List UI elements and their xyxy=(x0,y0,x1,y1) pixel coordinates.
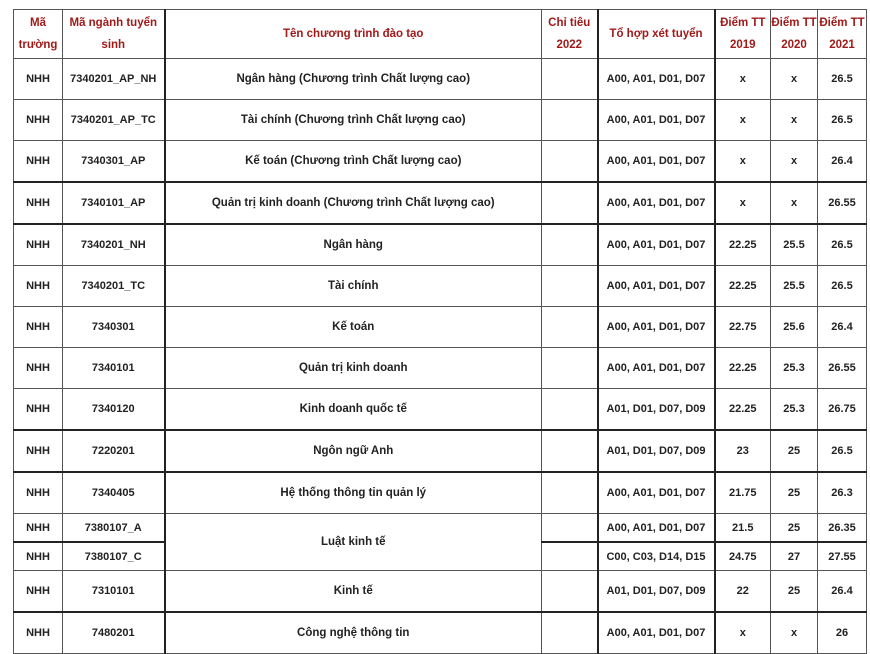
cell-ma-truong: NHH xyxy=(14,182,63,224)
cell-diem-2021: 26.5 xyxy=(818,100,867,141)
table-row xyxy=(14,612,867,654)
cell-to-hop: C00, C03, D14, D15 xyxy=(598,542,715,571)
header-row xyxy=(14,10,867,59)
cell-chi-tieu xyxy=(542,571,598,613)
cell-to-hop: A00, A01, D01, D07 xyxy=(598,472,715,514)
cell-diem-2020: 25 xyxy=(771,472,818,514)
cell-diem-2020: 25.6 xyxy=(771,307,818,348)
table-row xyxy=(14,307,867,348)
cell-ma-truong: NHH xyxy=(14,307,63,348)
cell-diem-2021: 26.3 xyxy=(818,472,867,514)
cell-diem-2019: 23 xyxy=(715,430,771,472)
cell-diem-2019: 22 xyxy=(715,571,771,613)
cell-diem-2021: 26.4 xyxy=(818,141,867,183)
cell-chi-tieu xyxy=(542,348,598,389)
cell-ma-truong: NHH xyxy=(14,59,63,100)
cell-diem-2020: 25.5 xyxy=(771,266,818,307)
cell-diem-2019: 22.25 xyxy=(715,389,771,431)
cell-ma-nganh: 7340405 xyxy=(63,472,165,514)
cell-chi-tieu xyxy=(542,472,598,514)
cell-ma-truong: NHH xyxy=(14,389,63,431)
cell-chi-tieu xyxy=(542,307,598,348)
cell-diem-2019: 22.75 xyxy=(715,307,771,348)
cell-diem-2021: 26.4 xyxy=(818,571,867,613)
cell-ma-nganh: 7380107_C xyxy=(63,542,165,571)
table-row xyxy=(14,571,867,613)
table-row xyxy=(14,59,867,100)
cell-ma-truong: NHH xyxy=(14,612,63,654)
cell-ten-chuong-trinh: Kinh tế xyxy=(165,571,542,613)
cell-ten-chuong-trinh: Kế toán (Chương trình Chất lượng cao) xyxy=(165,141,542,183)
cell-ten-chuong-trinh: Ngân hàng (Chương trình Chất lượng cao) xyxy=(165,59,542,100)
cell-diem-2020: x xyxy=(771,612,818,654)
cell-diem-2021: 26.55 xyxy=(818,182,867,224)
cell-ma-nganh: 7480201 xyxy=(63,612,165,654)
header-ma-truong: Mã trường xyxy=(14,10,63,59)
cell-diem-2019: 22.25 xyxy=(715,224,771,266)
cell-diem-2021: 26.5 xyxy=(818,224,867,266)
cell-diem-2019: x xyxy=(715,100,771,141)
table-row xyxy=(14,182,867,224)
cell-ma-truong: NHH xyxy=(14,542,63,571)
header-ten-chuong-trinh: Tên chương trình đào tạo xyxy=(165,10,542,59)
cell-diem-2021: 26.35 xyxy=(818,514,867,543)
cell-diem-2019: x xyxy=(715,182,771,224)
cell-ma-nganh: 7340201_AP_TC xyxy=(63,100,165,141)
cell-diem-2020: 25 xyxy=(771,430,818,472)
cell-ten-chuong-trinh: Kinh doanh quốc tế xyxy=(165,389,542,431)
cell-ten-chuong-trinh: Công nghệ thông tin xyxy=(165,612,542,654)
cell-ma-truong: NHH xyxy=(14,266,63,307)
header-to-hop: Tổ hợp xét tuyển xyxy=(598,10,715,59)
cell-ma-truong: NHH xyxy=(14,430,63,472)
cell-ma-nganh: 7340120 xyxy=(63,389,165,431)
cell-diem-2019: x xyxy=(715,141,771,183)
cell-to-hop: A00, A01, D01, D07 xyxy=(598,59,715,100)
cell-chi-tieu xyxy=(542,266,598,307)
cell-ma-truong: NHH xyxy=(14,224,63,266)
admissions-table xyxy=(13,9,867,654)
cell-to-hop: A00, A01, D01, D07 xyxy=(598,224,715,266)
cell-diem-2019: 24.75 xyxy=(715,542,771,571)
header-diem-2020: Điểm TT 2020 xyxy=(771,10,818,59)
cell-ma-truong: NHH xyxy=(14,100,63,141)
cell-ten-chuong-trinh: Quản trị kinh doanh (Chương trình Chất lượng cao) xyxy=(165,182,542,224)
cell-diem-2020: 25.5 xyxy=(771,224,818,266)
cell-diem-2021: 26 xyxy=(818,612,867,654)
cell-chi-tieu xyxy=(542,542,598,571)
cell-diem-2019: 21.75 xyxy=(715,472,771,514)
cell-diem-2021: 26.55 xyxy=(818,348,867,389)
cell-diem-2019: 22.25 xyxy=(715,266,771,307)
cell-to-hop: A00, A01, D01, D07 xyxy=(598,307,715,348)
cell-diem-2019: 21.5 xyxy=(715,514,771,543)
cell-ten-chuong-trinh: Tài chính (Chương trình Chất lượng cao) xyxy=(165,100,542,141)
cell-ten-chuong-trinh: Hệ thống thông tin quản lý xyxy=(165,472,542,514)
cell-to-hop: A00, A01, D01, D07 xyxy=(598,266,715,307)
cell-diem-2021: 26.75 xyxy=(818,389,867,431)
cell-chi-tieu xyxy=(542,224,598,266)
cell-diem-2021: 26.5 xyxy=(818,430,867,472)
cell-diem-2020: x xyxy=(771,141,818,183)
cell-diem-2020: 25.3 xyxy=(771,348,818,389)
cell-diem-2020: 25.3 xyxy=(771,389,818,431)
cell-ten-chuong-trinh: Ngân hàng xyxy=(165,224,542,266)
cell-diem-2019: x xyxy=(715,612,771,654)
cell-ma-truong: NHH xyxy=(14,472,63,514)
cell-ma-nganh: 7340101_AP xyxy=(63,182,165,224)
table-row xyxy=(14,514,867,543)
cell-chi-tieu xyxy=(542,612,598,654)
cell-to-hop: A00, A01, D01, D07 xyxy=(598,348,715,389)
cell-ma-truong: NHH xyxy=(14,514,63,543)
cell-ma-truong: NHH xyxy=(14,571,63,613)
cell-ma-nganh: 7340201_AP_NH xyxy=(63,59,165,100)
cell-ma-nganh: 7310101 xyxy=(63,571,165,613)
cell-ten-chuong-trinh: Luật kinh tế xyxy=(165,514,542,571)
cell-diem-2020: 25 xyxy=(771,571,818,613)
header-chi-tieu: Chỉ tiêu 2022 xyxy=(542,10,598,59)
cell-chi-tieu xyxy=(542,59,598,100)
cell-diem-2020: 27 xyxy=(771,542,818,571)
table-row xyxy=(14,100,867,141)
cell-to-hop: A00, A01, D01, D07 xyxy=(598,514,715,543)
cell-ma-nganh: 7340101 xyxy=(63,348,165,389)
table-row xyxy=(14,266,867,307)
cell-chi-tieu xyxy=(542,100,598,141)
cell-diem-2019: x xyxy=(715,59,771,100)
cell-chi-tieu xyxy=(542,141,598,183)
cell-ma-nganh: 7340301_AP xyxy=(63,141,165,183)
cell-chi-tieu xyxy=(542,514,598,543)
cell-diem-2021: 26.5 xyxy=(818,59,867,100)
cell-ma-truong: NHH xyxy=(14,348,63,389)
cell-diem-2020: x xyxy=(771,100,818,141)
cell-ten-chuong-trinh: Quản trị kinh doanh xyxy=(165,348,542,389)
cell-to-hop: A00, A01, D01, D07 xyxy=(598,141,715,183)
cell-ma-nganh: 7340301 xyxy=(63,307,165,348)
table-row xyxy=(14,224,867,266)
cell-diem-2021: 26.5 xyxy=(818,266,867,307)
table-row xyxy=(14,141,867,183)
cell-diem-2020: x xyxy=(771,59,818,100)
header-diem-2019: Điểm TT 2019 xyxy=(715,10,771,59)
table-row xyxy=(14,472,867,514)
cell-chi-tieu xyxy=(542,430,598,472)
header-ma-nganh: Mã ngành tuyển sinh xyxy=(63,10,165,59)
cell-chi-tieu xyxy=(542,389,598,431)
cell-chi-tieu xyxy=(542,182,598,224)
cell-ten-chuong-trinh: Kế toán xyxy=(165,307,542,348)
cell-to-hop: A01, D01, D07, D09 xyxy=(598,389,715,431)
cell-ten-chuong-trinh: Tài chính xyxy=(165,266,542,307)
cell-to-hop: A00, A01, D01, D07 xyxy=(598,612,715,654)
cell-diem-2019: 22.25 xyxy=(715,348,771,389)
cell-ma-nganh: 7340201_TC xyxy=(63,266,165,307)
cell-to-hop: A01, D01, D07, D09 xyxy=(598,430,715,472)
cell-diem-2021: 27.55 xyxy=(818,542,867,571)
header-diem-2021: Điểm TT 2021 xyxy=(818,10,867,59)
cell-to-hop: A00, A01, D01, D07 xyxy=(598,182,715,224)
table-row xyxy=(14,348,867,389)
cell-diem-2021: 26.4 xyxy=(818,307,867,348)
cell-to-hop: A01, D01, D07, D09 xyxy=(598,571,715,613)
cell-diem-2020: 25 xyxy=(771,514,818,543)
cell-ma-nganh: 7220201 xyxy=(63,430,165,472)
table-row xyxy=(14,430,867,472)
cell-ma-nganh: 7340201_NH xyxy=(63,224,165,266)
cell-to-hop: A00, A01, D01, D07 xyxy=(598,100,715,141)
cell-ten-chuong-trinh: Ngôn ngữ Anh xyxy=(165,430,542,472)
cell-ma-truong: NHH xyxy=(14,141,63,183)
cell-ma-nganh: 7380107_A xyxy=(63,514,165,543)
table-row xyxy=(14,389,867,431)
cell-diem-2020: x xyxy=(771,182,818,224)
